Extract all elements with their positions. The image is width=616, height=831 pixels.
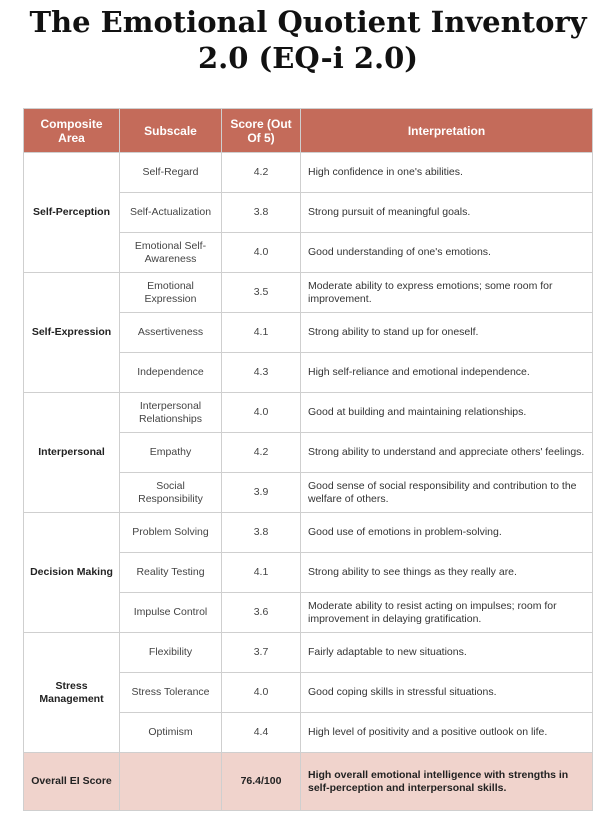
subscale-cell: Self-Actualization: [120, 193, 222, 233]
subscale-cell: Self-Regard: [120, 153, 222, 193]
interpretation-cell: Strong ability to see things as they really are.: [301, 553, 593, 593]
overall-subscale-cell: [120, 753, 222, 811]
score-cell: 4.1: [222, 313, 301, 353]
subscale-cell: Stress Tolerance: [120, 673, 222, 713]
interpretation-cell: Good understanding of one's emotions.: [301, 233, 593, 273]
table-row: [24, 153, 593, 193]
eq-inventory-table: [23, 108, 593, 811]
subscale-cell: Flexibility: [120, 633, 222, 673]
subscale-cell: Empathy: [120, 433, 222, 473]
table-body: [24, 153, 593, 811]
score-cell: 3.8: [222, 193, 301, 233]
composite-area-cell: Decision Making: [24, 513, 120, 633]
subscale-cell: Problem Solving: [120, 513, 222, 553]
subscale-cell: Independence: [120, 353, 222, 393]
subscale-cell: Interpersonal Relationships: [120, 393, 222, 433]
subscale-cell: Assertiveness: [120, 313, 222, 353]
subscale-cell: Reality Testing: [120, 553, 222, 593]
interpretation-cell: Moderate ability to express emotions; some room for improvement.: [301, 273, 593, 313]
table-row: [24, 273, 593, 313]
title-line-2: 2.0 (EQ-i 2.0): [197, 41, 419, 75]
overall-score-cell: 76.4/100: [222, 753, 301, 811]
subscale-cell: Emotional Expression: [120, 273, 222, 313]
overall-score-row: [24, 753, 593, 811]
score-cell: 4.1: [222, 553, 301, 593]
score-cell: 4.0: [222, 233, 301, 273]
interpretation-cell: Good use of emotions in problem-solving.: [301, 513, 593, 553]
subscale-cell: Social Responsibility: [120, 473, 222, 513]
score-cell: 4.2: [222, 433, 301, 473]
interpretation-cell: Fairly adaptable to new situations.: [301, 633, 593, 673]
score-cell: 4.0: [222, 393, 301, 433]
interpretation-cell: Strong pursuit of meaningful goals.: [301, 193, 593, 233]
subscale-cell: Optimism: [120, 713, 222, 753]
score-cell: 4.3: [222, 353, 301, 393]
title-line-1: The Emotional Quotient Inventory: [29, 5, 587, 39]
score-cell: 3.7: [222, 633, 301, 673]
score-cell: 3.5: [222, 273, 301, 313]
score-cell: 3.6: [222, 593, 301, 633]
header-interpretation: Interpretation: [301, 109, 593, 153]
interpretation-cell: Strong ability to understand and appreciate others' feelings.: [301, 433, 593, 473]
interpretation-cell: Strong ability to stand up for oneself.: [301, 313, 593, 353]
header-score: Score (Out Of 5): [222, 109, 301, 153]
score-cell: 4.4: [222, 713, 301, 753]
subscale-cell: Emotional Self-Awareness: [120, 233, 222, 273]
composite-area-cell: Self-Expression: [24, 273, 120, 393]
overall-interpretation-cell: High overall emotional intelligence with strengths in self-perception and interpersonal skills.: [301, 753, 593, 811]
composite-area-cell: Interpersonal: [24, 393, 120, 513]
score-cell: 3.8: [222, 513, 301, 553]
interpretation-cell: High confidence in one's abilities.: [301, 153, 593, 193]
overall-label-cell: Overall EI Score: [24, 753, 120, 811]
interpretation-cell: Good at building and maintaining relationships.: [301, 393, 593, 433]
interpretation-cell: Good coping skills in stressful situations.: [301, 673, 593, 713]
score-cell: 4.2: [222, 153, 301, 193]
composite-area-cell: Stress Management: [24, 633, 120, 753]
composite-area-cell: Self-Perception: [24, 153, 120, 273]
interpretation-cell: Moderate ability to resist acting on impulses; room for improvement in delaying gratification.: [301, 593, 593, 633]
table-row: [24, 633, 593, 673]
header-composite-area: Composite Area: [24, 109, 120, 153]
interpretation-cell: Good sense of social responsibility and contribution to the welfare of others.: [301, 473, 593, 513]
interpretation-cell: High self-reliance and emotional independence.: [301, 353, 593, 393]
score-cell: 4.0: [222, 673, 301, 713]
header-subscale: Subscale: [120, 109, 222, 153]
score-cell: 3.9: [222, 473, 301, 513]
table-row: [24, 393, 593, 433]
table-header-row: [24, 109, 593, 153]
page-title: [0, 4, 616, 76]
table-row: [24, 513, 593, 553]
interpretation-cell: High level of positivity and a positive outlook on life.: [301, 713, 593, 753]
subscale-cell: Impulse Control: [120, 593, 222, 633]
